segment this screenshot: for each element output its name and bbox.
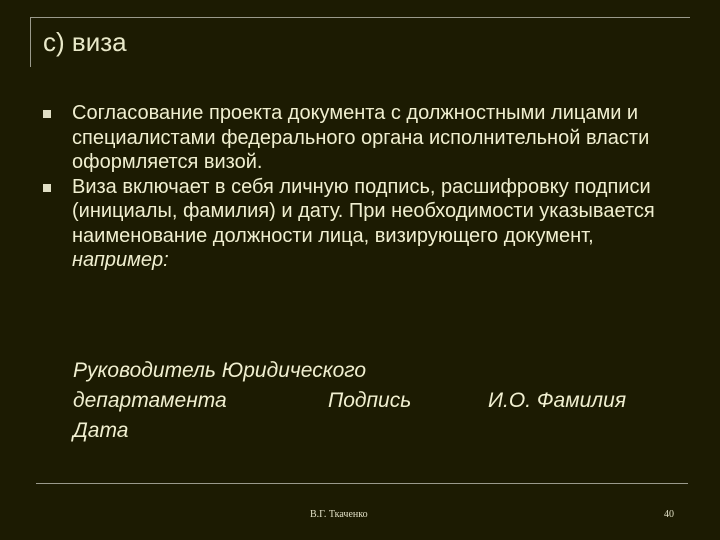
square-bullet-icon bbox=[43, 184, 51, 192]
visa-date: Дата bbox=[73, 419, 129, 442]
bullet-text: Согласование проекта документа с должностными лицами и специалистами федерального органа исполнительной власти оформляется визой. bbox=[72, 102, 650, 173]
title-frame-left-rule bbox=[30, 17, 31, 67]
bullet-item bbox=[40, 175, 680, 273]
footer-author: В.Г. Ткаченко bbox=[310, 509, 368, 520]
visa-position-line-1: Руководитель Юридического bbox=[73, 359, 367, 382]
visa-signature: Подпись bbox=[328, 389, 412, 412]
square-bullet-icon bbox=[43, 110, 51, 118]
bullet-item bbox=[40, 101, 680, 175]
visa-position-line-2: департамента bbox=[73, 389, 227, 412]
visa-example bbox=[73, 356, 627, 446]
bullet-text: Виза включает в себя личную подпись, расшифровку подписи (инициалы, фамилия) и дату. При необходимости указывается наименование должности лица, визирующего документ, bbox=[72, 175, 655, 247]
bullet-list bbox=[40, 101, 680, 273]
visa-name: И.О. Фамилия bbox=[488, 389, 627, 412]
footer-rule bbox=[36, 483, 688, 484]
visa-example-line-3 bbox=[73, 416, 366, 446]
slide-title: с) виза bbox=[43, 27, 127, 57]
bullet-emphasis: например: bbox=[72, 249, 169, 271]
page-number: 40 bbox=[664, 509, 674, 520]
visa-example-line-2 bbox=[73, 386, 627, 416]
title-frame-top-rule bbox=[30, 17, 690, 68]
visa-example-line-1 bbox=[73, 356, 366, 386]
